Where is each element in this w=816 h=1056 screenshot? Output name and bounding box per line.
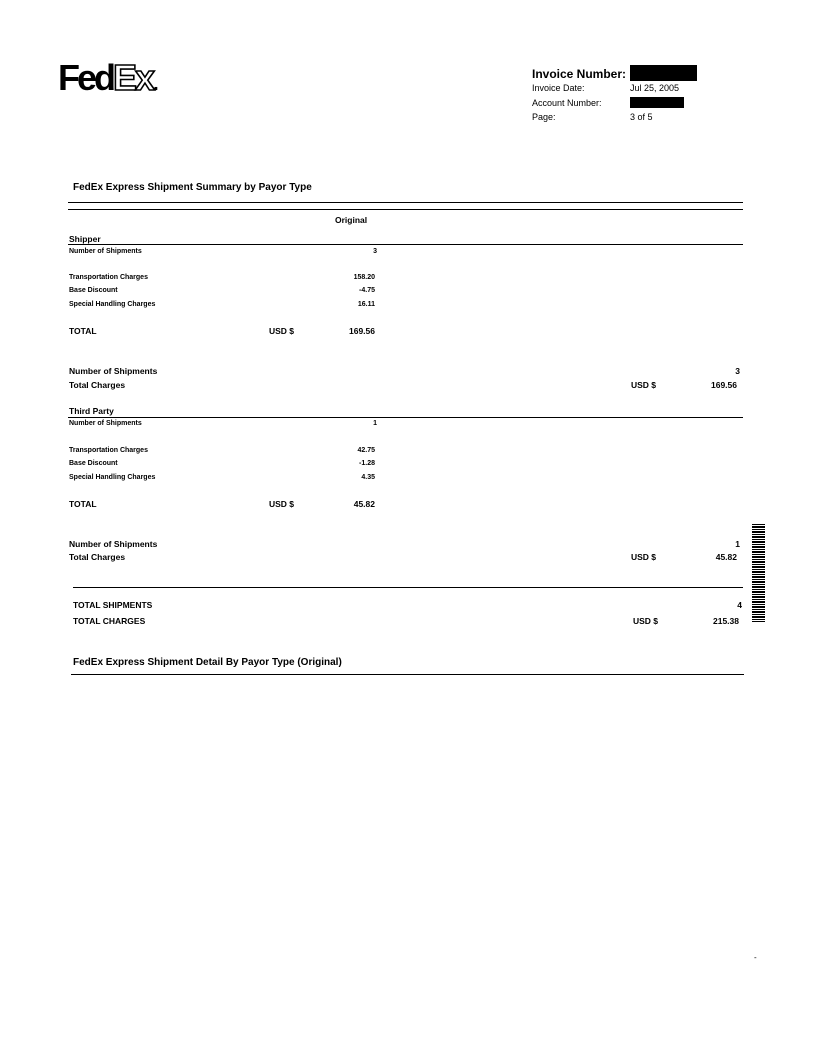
detail-title: FedEx Express Shipment Detail By Payor Type (Original) bbox=[73, 657, 342, 668]
shipper-total-currency: USD $ bbox=[269, 326, 295, 336]
total-charges-label: TOTAL CHARGES bbox=[73, 616, 146, 626]
footer-mark: - bbox=[754, 953, 757, 962]
shipper-sub-shipments-label: Number of Shipments bbox=[69, 366, 158, 376]
shipper-sub-shipments-value: 3 bbox=[735, 366, 740, 376]
third-party-discount-label: Base Discount bbox=[69, 460, 118, 467]
shipper-total-value: 169.56 bbox=[349, 326, 375, 336]
summary-rule-second bbox=[68, 209, 743, 210]
third-party-transportation-label: Transportation Charges bbox=[69, 447, 148, 454]
third-party-special-value: 4.35 bbox=[361, 474, 375, 481]
third-party-total-label: TOTAL bbox=[69, 499, 97, 509]
account-number-label: Account Number: bbox=[532, 98, 602, 108]
third-party-special-label: Special Handling Charges bbox=[69, 474, 156, 481]
shipper-discount-label: Base Discount bbox=[69, 287, 118, 294]
detail-rule bbox=[71, 674, 744, 675]
invoice-number-redaction bbox=[630, 65, 697, 81]
shipper-shipments-value: 3 bbox=[373, 248, 377, 255]
shipper-shipments-label: Number of Shipments bbox=[69, 248, 142, 255]
third-party-sub-charges-value: 45.82 bbox=[715, 552, 737, 562]
invoice-date-label: Invoice Date: bbox=[532, 83, 585, 93]
total-shipments-label: TOTAL SHIPMENTS bbox=[73, 600, 153, 610]
total-shipments-value: 4 bbox=[737, 600, 742, 610]
group-name-third-party: Third Party bbox=[69, 406, 114, 416]
invoice-number-label: Invoice Number: bbox=[532, 67, 627, 81]
shipper-discount-value: -4.75 bbox=[359, 287, 375, 294]
account-number-redaction bbox=[630, 97, 684, 108]
shipper-sub-charges-label: Total Charges bbox=[69, 380, 126, 390]
third-party-sub-charges-label: Total Charges bbox=[69, 552, 126, 562]
shipper-sub-currency: USD $ bbox=[631, 380, 657, 390]
column-header-original: Original bbox=[335, 215, 368, 225]
third-party-total-value: 45.82 bbox=[353, 499, 375, 509]
third-party-shipments-value: 1 bbox=[373, 420, 377, 427]
total-charges-currency: USD $ bbox=[633, 616, 659, 626]
shipper-special-value: 16.11 bbox=[357, 301, 375, 308]
third-party-transportation-value: 42.75 bbox=[357, 447, 375, 454]
third-party-discount-value: -1.28 bbox=[359, 460, 375, 467]
shipper-sub-charges-value: 169.56 bbox=[711, 380, 737, 390]
summary-title: FedEx Express Shipment Summary by Payor Type bbox=[73, 182, 312, 193]
third-party-shipments-label: Number of Shipments bbox=[69, 420, 142, 427]
third-party-sub-shipments-label: Number of Shipments bbox=[69, 539, 158, 549]
group-name-shipper: Shipper bbox=[69, 234, 101, 244]
page-label: Page: bbox=[532, 112, 556, 122]
third-party-sub-shipments-value: 1 bbox=[735, 539, 740, 549]
third-party-total-currency: USD $ bbox=[269, 499, 295, 509]
third-party-sub-currency: USD $ bbox=[631, 552, 657, 562]
shipper-total-label: TOTAL bbox=[69, 326, 97, 336]
summary-rule-top bbox=[68, 202, 743, 203]
group-rule-third-party bbox=[68, 417, 743, 418]
page-value: 3 of 5 bbox=[630, 112, 653, 122]
barcode bbox=[752, 524, 765, 622]
invoice-date-value: Jul 25, 2005 bbox=[630, 83, 680, 93]
grand-total-rule bbox=[73, 587, 743, 588]
shipper-special-label: Special Handling Charges bbox=[69, 301, 156, 308]
group-rule-shipper bbox=[68, 244, 743, 245]
fedex-logo: FedEx. bbox=[58, 57, 159, 98]
shipper-transportation-label: Transportation Charges bbox=[69, 274, 148, 281]
shipper-transportation-value: 158.20 bbox=[353, 274, 375, 281]
total-charges-value: 215.38 bbox=[713, 616, 739, 626]
